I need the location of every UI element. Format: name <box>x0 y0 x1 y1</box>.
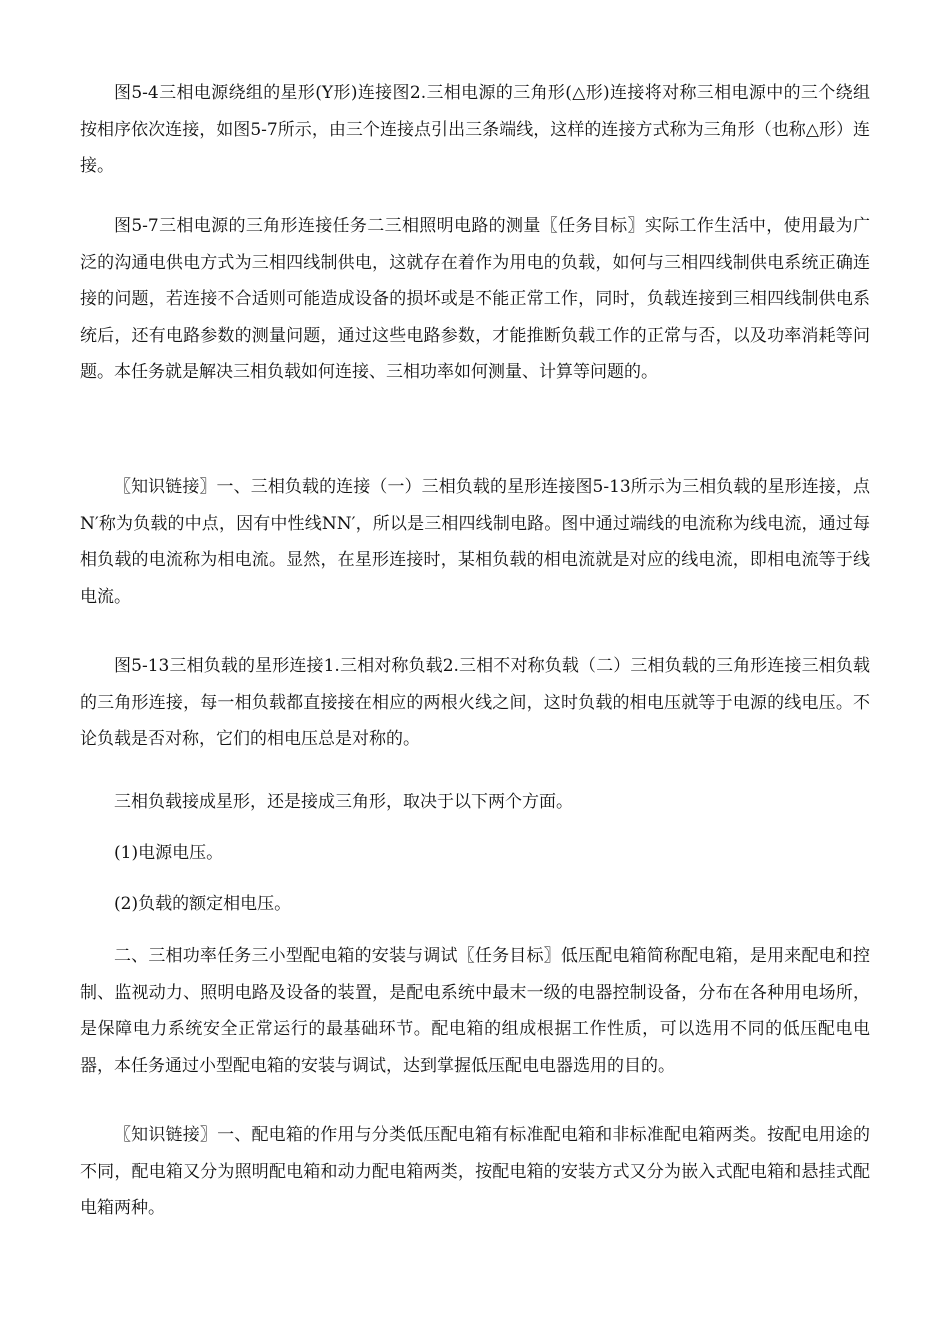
paragraph-8: 二、三相功率任务三小型配电箱的安装与调试〖任务目标〗低压配电箱简称配电箱，是用来配电和控制、监视动力、照明电路及设备的装置，是配电系统中最末一级的电器控制设备，分布在各种用电场所，是保障电力系统安全正常运行的最基础环节。配电箱的组成根据工作性质，可以选用不同的低压配电电器，本任务通过小型配电箱的安装与调试，达到掌握低压配电电器选用的目的。 <box>80 946 870 1076</box>
paragraph-1: 图5-4三相电源绕组的星形(Y形)连接图2.三相电源的三角形(△形)连接将对称三相电源中的三个绕组按相序依次连接，如图5-7所示，由三个连接点引出三条端线，这样的连接方式称为三角形（也称△形）连接。 <box>80 83 870 176</box>
paragraph-9: 〖知识链接〗一、配电箱的作用与分类低压配电箱有标准配电箱和非标准配电箱两类。按配电用途的不同，配电箱又分为照明配电箱和动力配电箱两类，按配电箱的安装方式又分为嵌入式配电箱和悬挂式配电箱两种。 <box>80 1125 870 1218</box>
paragraph-4: 图5-13三相负载的星形连接1.三相对称负载2.三相不对称负载（二）三相负载的三角形连接三相负载的三角形连接，每一相负载都直接接在相应的两根火线之间，这时负载的相电压就等于电源的线电压。不论负载是否对称，它们的相电压总是对称的。 <box>80 656 870 749</box>
paragraph-2: 图5-7三相电源的三角形连接任务二三相照明电路的测量〖任务目标〗实际工作生活中，使用最为广泛的沟通电供电方式为三相四线制供电，这就存在着作为用电的负载，如何与三相四线制供电系统正确连接的问题，若连接不合适则可能造成设备的损坏或是不能正常工作，同时，负载连接到三相四线制供电系统后，还有电路参数的测量问题，通过这些电路参数，才能推断负载工作的正常与否，以及功率消耗等问题。本任务就是解决三相负载如何连接、三相功率如何测量、计算等问题的。 <box>80 216 870 382</box>
paragraph-6: (1)电源电压。 <box>114 843 224 863</box>
paragraph-3: 〖知识链接〗一、三相负载的连接（一）三相负载的星形连接图5-13所示为三相负载的星形连接，点N′称为负载的中点，因有中性线NN′，所以是三相四线制电路。图中通过端线的电流称为线电流，通过每相负载的电流称为相电流。显然，在星形连接时，某相负载的相电流就是对应的线电流，即相电流等于线电流。 <box>80 477 870 607</box>
paragraph-7: (2)负载的额定相电压。 <box>114 894 292 914</box>
paragraph-5: 三相负载接成星形，还是接成三角形，取决于以下两个方面。 <box>114 792 573 812</box>
